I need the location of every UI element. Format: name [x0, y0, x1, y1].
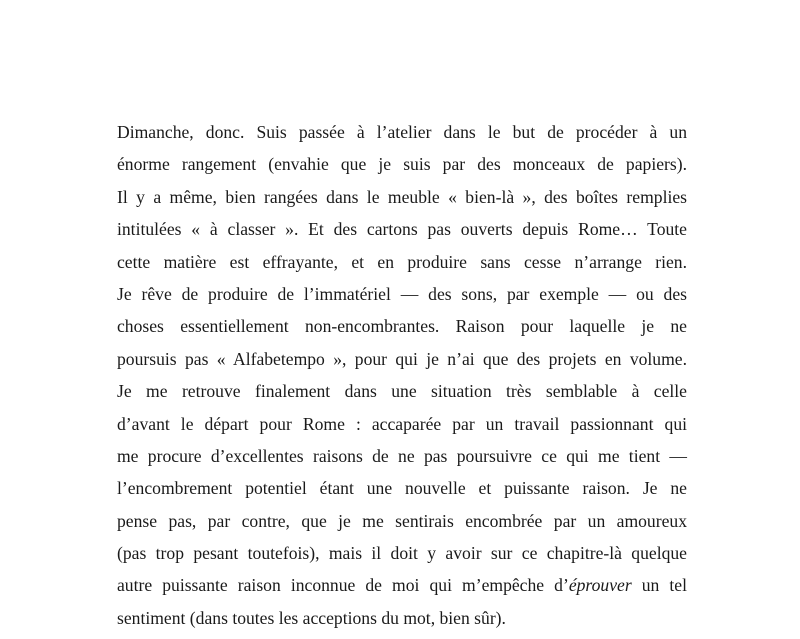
text-line: cette matière est effrayante, et en produire sans cesse n’arrange rien. [117, 251, 687, 272]
text-line-with-emphasis [117, 569, 687, 601]
text-line: d’avant le départ pour Rome : accaparée par un travail passionnant qui [117, 413, 687, 434]
text-line: Je rêve de produire de l’immatériel — des sons, par exemple — ou des [117, 283, 687, 304]
text-line: Il y a même, bien rangées dans le meuble « bien-là », des boîtes remplies [117, 186, 687, 207]
text-line: me procure d’excellentes raisons de ne pas poursuivre ce qui me tient — [117, 445, 687, 466]
text-line: Dimanche, donc. Suis passée à l’atelier dans le but de procéder à un [117, 122, 687, 142]
text-run: autre puissante raison inconnue de moi qui m’empêche d’ [117, 575, 569, 596]
text-line: intitulées « à classer ». Et des cartons pas ouverts depuis Rome… Toute [117, 219, 687, 240]
text-line: (pas trop pesant toutefois), mais il doit y avoir sur ce chapitre-là quelque [117, 543, 687, 564]
body-paragraph [117, 116, 687, 634]
emphasized-word: éprouver [568, 575, 632, 596]
text-run: un tel [631, 575, 687, 596]
text-line: poursuis pas « Alfabetempo », pour qui je n’ai que des projets en volume. [117, 348, 687, 369]
text-line: pense pas, par contre, que je me sentirais encombrée par un amoureux [117, 510, 687, 531]
text-line: l’encombrement potentiel étant une nouvelle et puissante raison. Je ne [117, 478, 687, 499]
text-line: choses essentiellement non-encombrantes. Raison pour laquelle je ne [117, 316, 687, 337]
text-line-last: sentiment (dans toutes les acceptions du mot, bien sûr). [117, 607, 506, 628]
text-line: énorme rangement (envahie que je suis par des monceaux de papiers). [117, 154, 687, 175]
text-line: Je me retrouve finalement dans une situation très semblable à celle [117, 381, 687, 402]
